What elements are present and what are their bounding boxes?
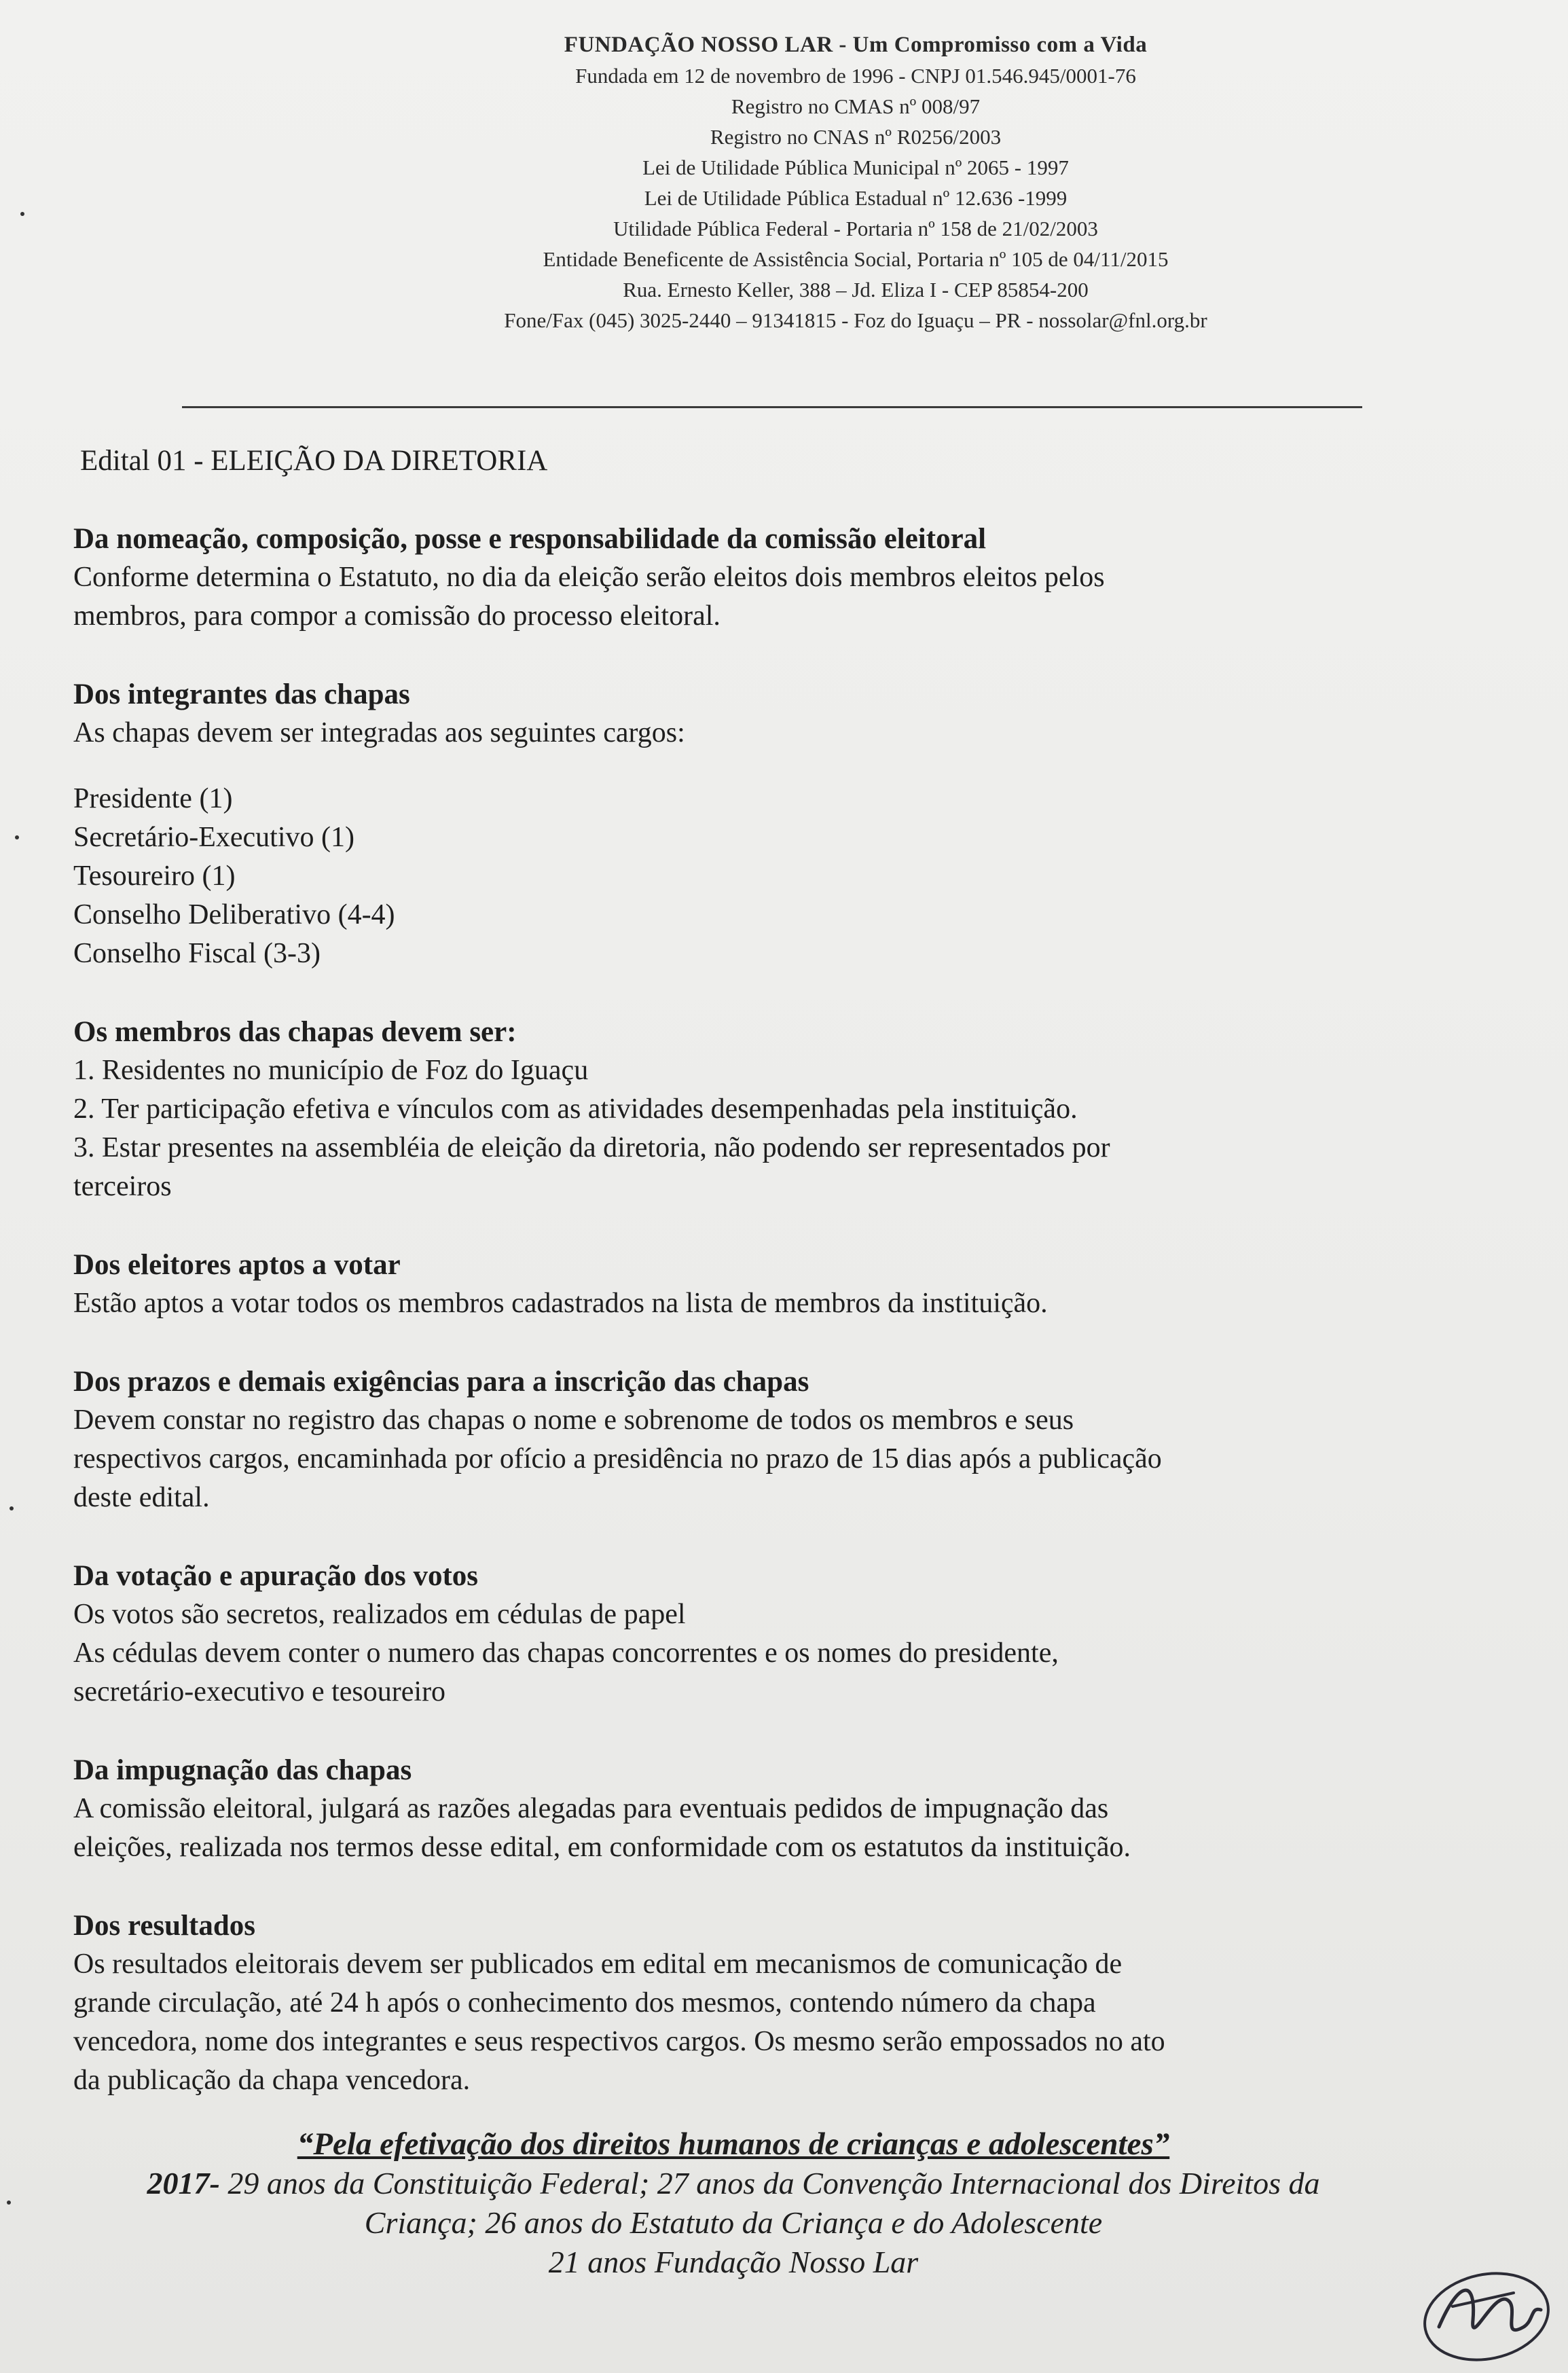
footer-motto: [68, 2124, 1399, 2282]
section-text: deste edital.: [73, 1482, 210, 1513]
section-text: Estão aptos a votar todos os membros cadastrados na lista de membros da instituição.: [73, 1288, 1048, 1319]
section-resultados: [73, 1906, 1432, 2100]
section-text: respectivos cargos, encaminhada por ofício a presidência no prazo de 15 dias após a publicação: [73, 1443, 1162, 1474]
section-text: Devem constar no registro das chapas o nome e sobrenome de todos os membros e seus: [73, 1405, 1074, 1436]
section-heading: Dos prazos e demais exigências para a inscrição das chapas: [73, 1366, 809, 1398]
section-heading: Os membros das chapas devem ser:: [73, 1016, 517, 1048]
scan-speck: [7, 2200, 11, 2205]
section-comissao: [73, 520, 1432, 636]
document-body: [73, 441, 1432, 2100]
letterhead-line: Rua. Ernesto Keller, 388 – Jd. Eliza I - CEP 85854-200: [623, 278, 1089, 302]
handwritten-signature: [1412, 2252, 1554, 2368]
cargos-list: [73, 780, 1432, 973]
section-text: Os resultados eleitorais devem ser publicados em edital em mecanismos de comunicação de: [73, 1949, 1123, 1980]
section-heading: Da impugnação das chapas: [73, 1754, 412, 1786]
scan-speck: [20, 212, 24, 216]
org-name: FUNDAÇÃO NOSSO LAR - Um Compromisso com a Vida: [564, 33, 1148, 57]
list-item: 3. Estar presentes na assembléia de eleição da diretoria, não podendo ser representados por: [73, 1132, 1110, 1163]
list-item: Presidente (1): [73, 783, 233, 814]
section-heading: Da votação e apuração dos votos: [73, 1560, 478, 1592]
section-votacao: [73, 1557, 1432, 1711]
section-text: Os votos são secretos, realizados em cédulas de papel: [73, 1599, 686, 1630]
edital-title: Edital 01 - ELEIÇÃO DA DIRETORIA: [80, 445, 548, 477]
requirements-list: [73, 1051, 1432, 1206]
header-divider: [182, 406, 1362, 408]
letterhead-line: Lei de Utilidade Pública Municipal nº 2065 - 1997: [642, 156, 1069, 179]
footer-year: 2017-: [147, 2166, 220, 2200]
list-item: Conselho Deliberativo (4-4): [73, 899, 395, 930]
section-text: grande circulação, até 24 h após o conhecimento dos mesmos, contendo número da chapa: [73, 1987, 1096, 2018]
section-text: eleições, realizada nos termos desse edital, em conformidade com os estatutos da instituição.: [73, 1832, 1131, 1863]
footer-line: Criança; 26 anos do Estatuto da Criança e do Adolescente: [364, 2205, 1103, 2240]
section-text: secretário-executivo e tesoureiro: [73, 1676, 446, 1707]
section-text: vencedora, nome dos integrantes e seus respectivos cargos. Os mesmo serão empossados no ato: [73, 2026, 1165, 2057]
list-item: Tesoureiro (1): [73, 861, 236, 892]
list-item: 2. Ter participação efetiva e vínculos com as atividades desempenhadas pela instituição.: [73, 1093, 1078, 1125]
section-text: A comissão eleitoral, julgará as razões alegadas para eventuais pedidos de impugnação das: [73, 1793, 1109, 1824]
section-impugnacao: [73, 1751, 1432, 1867]
section-heading: Da nomeação, composição, posse e responsabilidade da comissão eleitoral: [73, 523, 987, 555]
section-heading: Dos eleitores aptos a votar: [73, 1249, 401, 1281]
letterhead-line: Lei de Utilidade Pública Estadual nº 12.636 -1999: [644, 186, 1068, 210]
letterhead-line: Registro no CNAS nº R0256/2003: [710, 125, 1002, 149]
slogan: “Pela efetivação dos direitos humanos de crianças e adolescentes”: [297, 2126, 1170, 2162]
footer-line: [68, 2164, 1399, 2203]
section-integrantes: [73, 675, 1432, 753]
section-text: membros, para compor a comissão do processo eleitoral.: [73, 600, 721, 632]
section-prazos: [73, 1362, 1432, 1517]
section-text: Conforme determina o Estatuto, no dia da eleição serão eleitos dois membros eleitos pelos: [73, 562, 1105, 593]
letterhead-line: Entidade Beneficente de Assistência Social, Portaria nº 105 de 04/11/2015: [543, 247, 1169, 271]
letterhead-line: Utilidade Pública Federal - Portaria nº 158 de 21/02/2003: [613, 217, 1098, 240]
section-text: As cédulas devem conter o numero das chapas concorrentes e os nomes do presidente,: [73, 1637, 1059, 1669]
section-text: da publicação da chapa vencedora.: [73, 2065, 471, 2096]
list-item: Secretário-Executivo (1): [73, 822, 354, 853]
letterhead-line: Registro no CMAS nº 008/97: [731, 94, 981, 118]
list-item: 1. Residentes no município de Foz do Iguaçu: [73, 1055, 589, 1086]
section-membros: [73, 1013, 1432, 1206]
letterhead-line: Fundada em 12 de novembro de 1996 - CNPJ 01.546.945/0001-76: [575, 64, 1136, 88]
section-eleitores: [73, 1246, 1432, 1323]
section-heading: Dos integrantes das chapas: [73, 678, 410, 710]
section-heading: Dos resultados: [73, 1910, 255, 1942]
scan-speck: [10, 1506, 14, 1510]
letterhead: [380, 30, 1331, 336]
list-item: Conselho Fiscal (3-3): [73, 938, 321, 969]
footer-line: 21 anos Fundação Nosso Lar: [548, 2245, 919, 2279]
list-item: terceiros: [73, 1171, 172, 1202]
section-text: As chapas devem ser integradas aos seguintes cargos:: [73, 717, 685, 748]
letterhead-contact: Fone/Fax (045) 3025-2440 – 91341815 - Foz do Iguaçu – PR - nossolar@fnl.org.br: [504, 308, 1207, 332]
scan-speck: [15, 835, 19, 839]
footer-text: 29 anos da Constituição Federal; 27 anos da Convenção Internacional dos Direitos da: [219, 2166, 1320, 2200]
